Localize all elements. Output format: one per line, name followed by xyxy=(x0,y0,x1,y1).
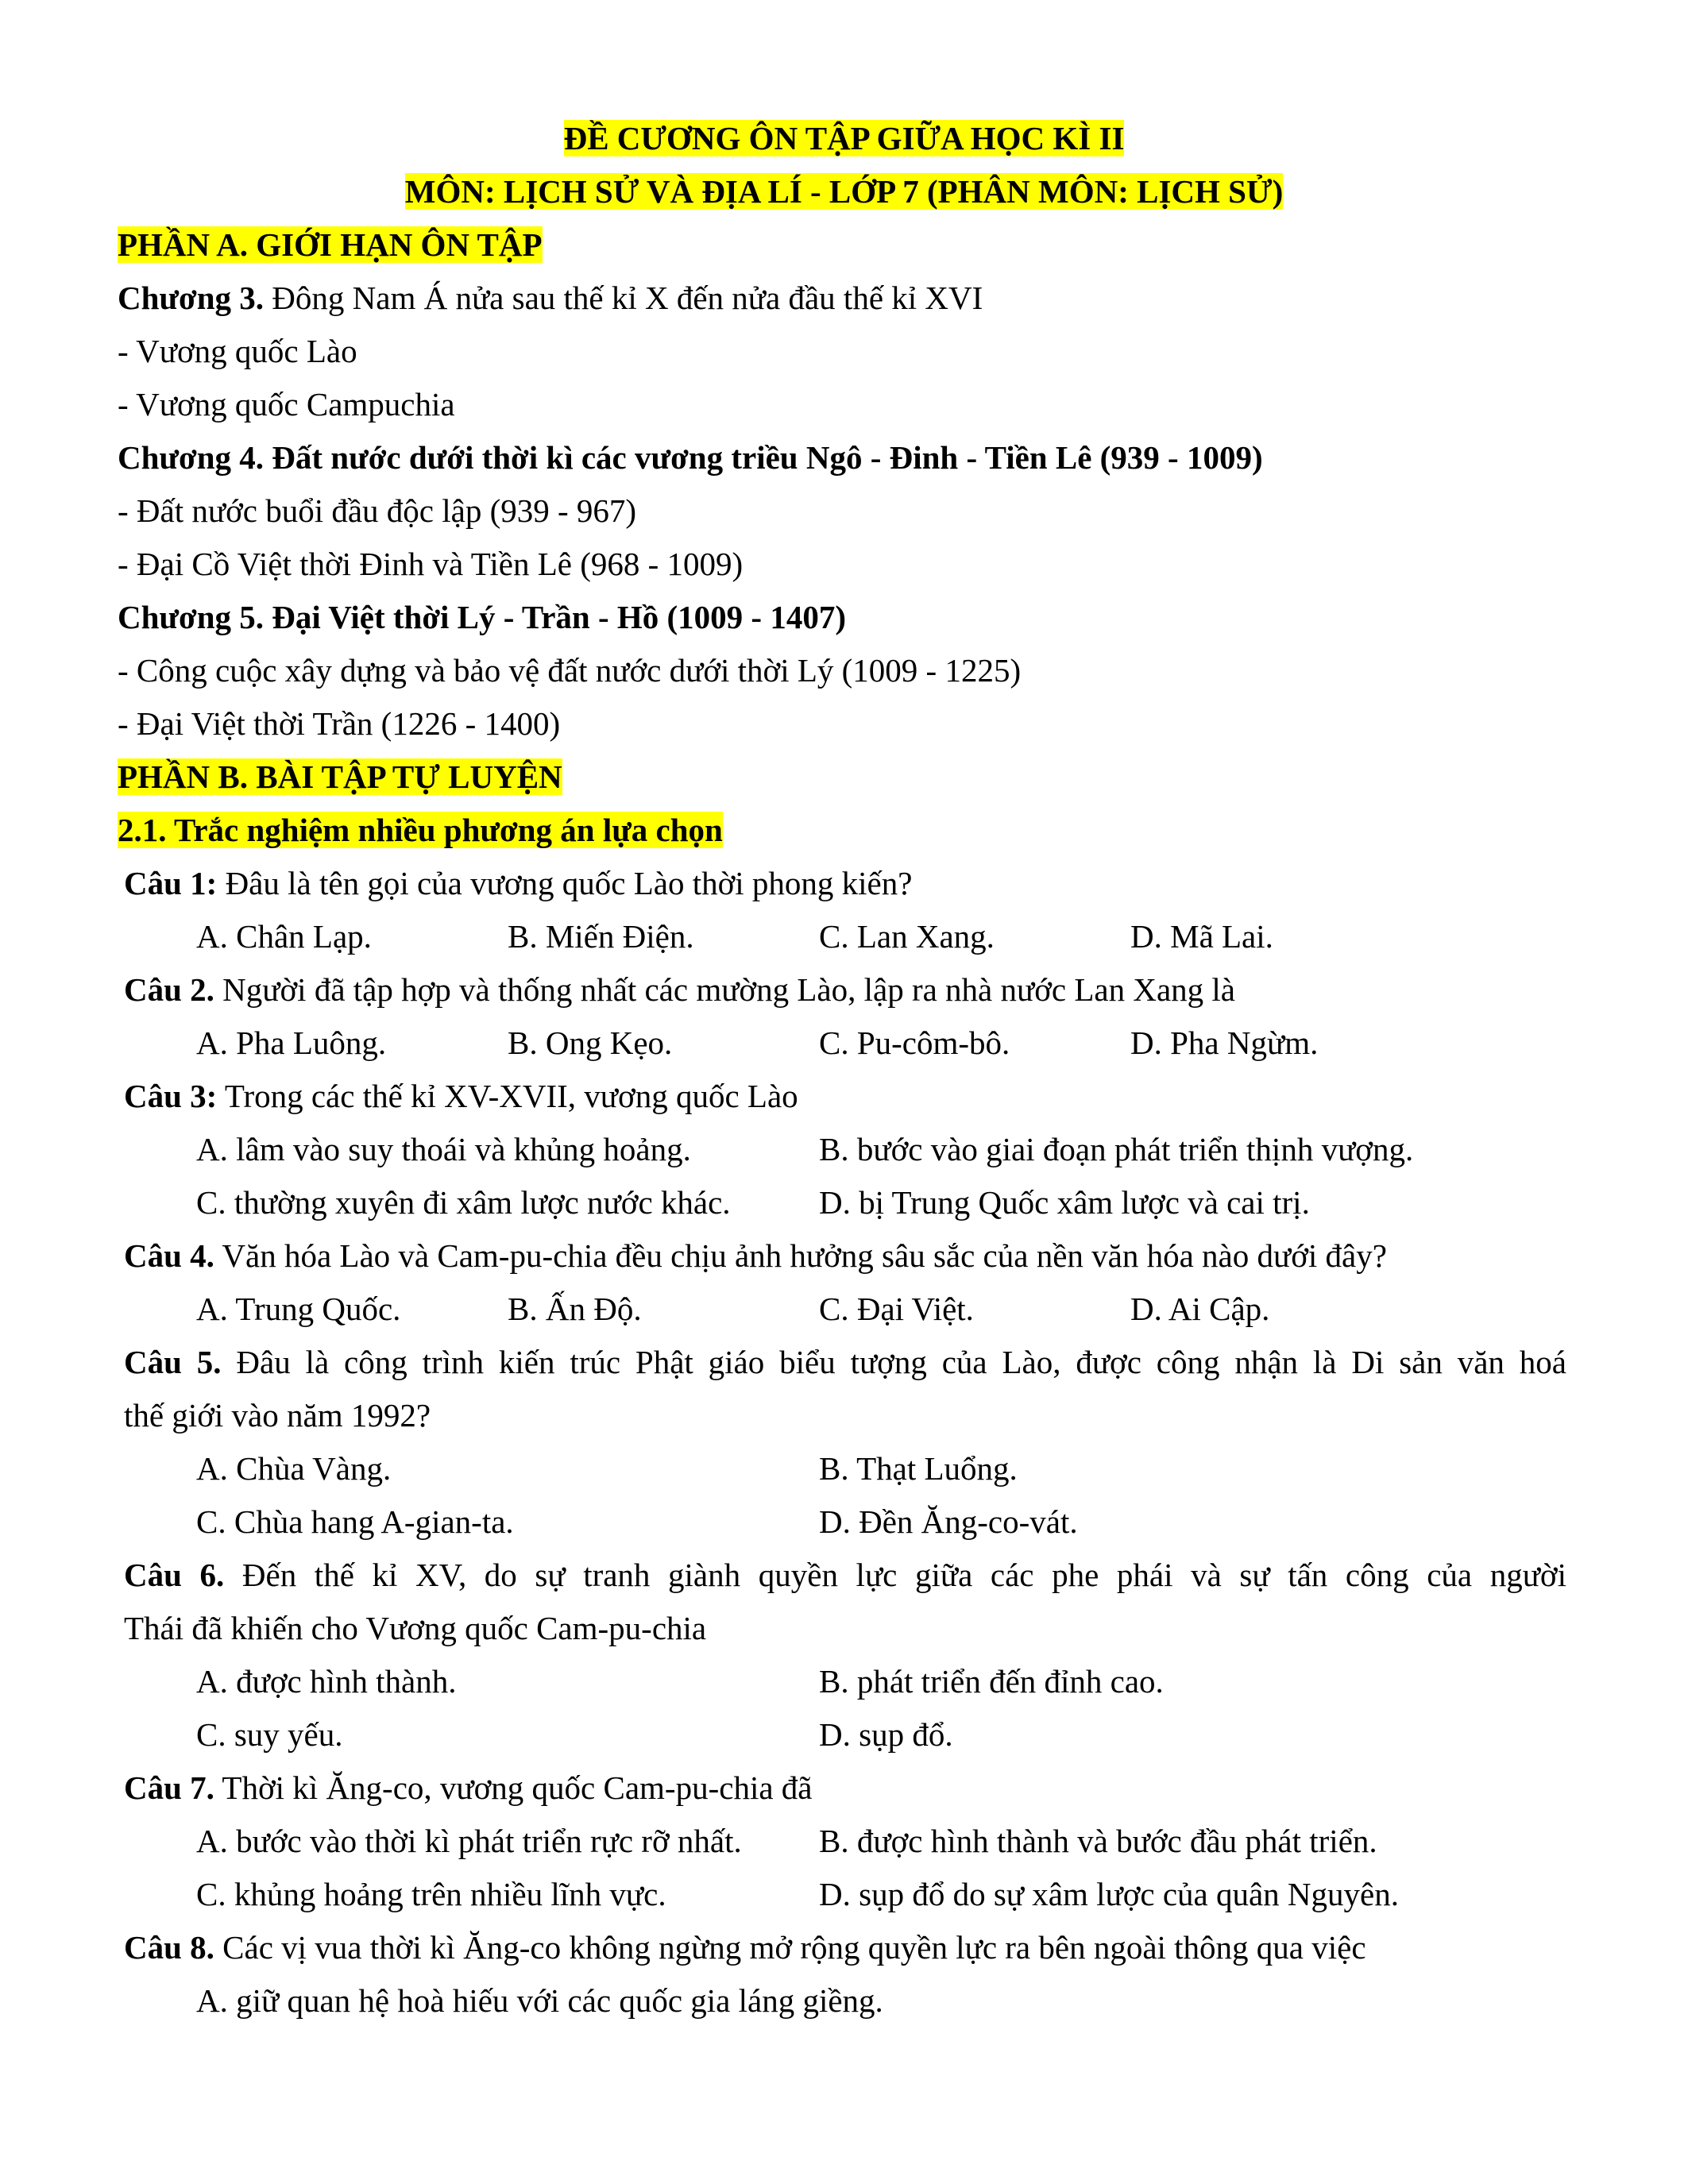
question-4-option-a: A. Trung Quốc. xyxy=(196,1291,401,1327)
question-1-option-c: C. Lan Xang. xyxy=(819,918,995,955)
question-3-option-c: C. thường xuyên đi xâm lược nước khác. xyxy=(196,1184,731,1221)
question-2-option-d: D. Pha Ngừm. xyxy=(1130,1024,1319,1061)
question-2: Câu 2. Người đã tập hợp và thống nhất các mường Lào, lập ra nhà nước Lan Xang là xyxy=(124,971,1235,1008)
part-a-heading: PHẦN A. GIỚI HẠN ÔN TẬP xyxy=(118,226,543,263)
question-6-option-a: A. được hình thành. xyxy=(196,1663,457,1700)
question-5-continued: thế giới vào năm 1992? xyxy=(124,1397,431,1433)
question-6-option-b: B. phát triển đến đỉnh cao. xyxy=(819,1663,1164,1700)
question-3-option-d: D. bị Trung Quốc xâm lược và cai trị. xyxy=(819,1184,1310,1221)
chapter-5-title: Chương 5. Đại Việt thời Lý - Trần - Hồ (1009 - 1407) xyxy=(118,599,846,635)
question-6-option-c: C. suy yếu. xyxy=(196,1716,343,1753)
question-4-option-b: B. Ấn Độ. xyxy=(508,1291,642,1327)
question-2-option-b: B. Ong Kẹo. xyxy=(508,1024,673,1061)
question-1-option-a: A. Chân Lạp. xyxy=(196,918,372,955)
chapter-3-item: - Vương quốc Campuchia xyxy=(118,386,455,423)
chapter-4-item: - Đại Cồ Việt thời Đinh và Tiền Lê (968 - 1009) xyxy=(118,546,744,582)
question-4-option-c: C. Đại Việt. xyxy=(819,1291,974,1327)
document-subtitle: MÔN: LỊCH SỬ VÀ ĐỊA LÍ - LỚP 7 (PHÂN MÔN: LỊCH SỬ) xyxy=(404,173,1284,210)
chapter-5-item: - Công cuộc xây dựng và bảo vệ đất nước dưới thời Lý (1009 - 1225) xyxy=(118,652,1022,689)
question-5-option-c: C. Chùa hang A-gian-ta. xyxy=(196,1503,514,1540)
question-6-continued: Thái đã khiến cho Vương quốc Cam-pu-chia xyxy=(124,1610,707,1646)
question-3-option-b: B. bước vào giai đoạn phát triển thịnh vượng. xyxy=(819,1131,1414,1167)
chapter-5-item: - Đại Việt thời Trần (1226 - 1400) xyxy=(118,705,561,742)
chapter-4-title: Chương 4. Đất nước dưới thời kì các vương triều Ngô - Đinh - Tiền Lê (939 - 1009) xyxy=(118,439,1263,476)
question-1: Câu 1: Đâu là tên gọi của vương quốc Lào thời phong kiến? xyxy=(124,865,913,901)
question-1-option-d: D. Mã Lai. xyxy=(1130,918,1273,955)
question-7-option-a: A. bước vào thời kì phát triển rực rỡ nhất. xyxy=(196,1823,742,1859)
question-2-option-a: A. Pha Luông. xyxy=(196,1024,387,1061)
question-8-option-a: A. giữ quan hệ hoà hiếu với các quốc gia láng giềng. xyxy=(196,1982,883,2019)
chapter-3-title: Chương 3. Đông Nam Á nửa sau thế kỉ X đến nửa đầu thế kỉ XVI xyxy=(118,280,983,316)
question-8: Câu 8. Các vị vua thời kì Ăng-co không ngừng mở rộng quyền lực ra bên ngoài thông qua việc xyxy=(124,1929,1366,1966)
question-4: Câu 4. Văn hóa Lào và Cam-pu-chia đều chịu ảnh hưởng sâu sắc của nền văn hóa nào dưới đây? xyxy=(124,1237,1387,1274)
question-7: Câu 7. Thời kì Ăng-co, vương quốc Cam-pu-chia đã xyxy=(124,1769,813,1806)
document-title: ĐỀ CƯƠNG ÔN TẬP GIỮA HỌC KÌ II xyxy=(563,120,1125,156)
part-b-subheading: 2.1. Trắc nghiệm nhiều phương án lựa chọn xyxy=(118,812,723,848)
question-5-option-a: A. Chùa Vàng. xyxy=(196,1450,392,1487)
question-5: Câu 5. Đâu là công trình kiến trúc Phật giáo biểu tượng của Lào, được công nhận là Di sản văn hoá xyxy=(124,1344,1566,1380)
question-3: Câu 3: Trong các thế kỉ XV-XVII, vương quốc Lào xyxy=(124,1078,798,1114)
question-5-option-b: B. Thạt Luổng. xyxy=(819,1450,1018,1487)
chapter-3-item: - Vương quốc Lào xyxy=(118,333,357,369)
question-7-option-c: C. khủng hoảng trên nhiều lĩnh vực. xyxy=(196,1876,666,1912)
chapter-4-item: - Đất nước buổi đầu độc lập (939 - 967) xyxy=(118,492,637,529)
question-4-option-d: D. Ai Cập. xyxy=(1130,1291,1270,1327)
question-2-option-c: C. Pu-côm-bô. xyxy=(819,1024,1010,1061)
part-b-heading: PHẦN B. BÀI TẬP TỰ LUYỆN xyxy=(118,758,562,795)
question-7-option-d: D. sụp đổ do sự xâm lược của quân Nguyên. xyxy=(819,1876,1399,1912)
question-7-option-b: B. được hình thành và bước đầu phát triển. xyxy=(819,1823,1377,1859)
question-5-option-d: D. Đền Ăng-co-vát. xyxy=(819,1503,1078,1540)
question-6: Câu 6. Đến thế kỉ XV, do sự tranh giành quyền lực giữa các phe phái và sự tấn công của người xyxy=(124,1557,1566,1593)
question-1-option-b: B. Miến Điện. xyxy=(508,918,694,955)
question-3-option-a: A. lâm vào suy thoái và khủng hoảng. xyxy=(196,1131,691,1167)
question-6-option-d: D. sụp đổ. xyxy=(819,1716,953,1753)
